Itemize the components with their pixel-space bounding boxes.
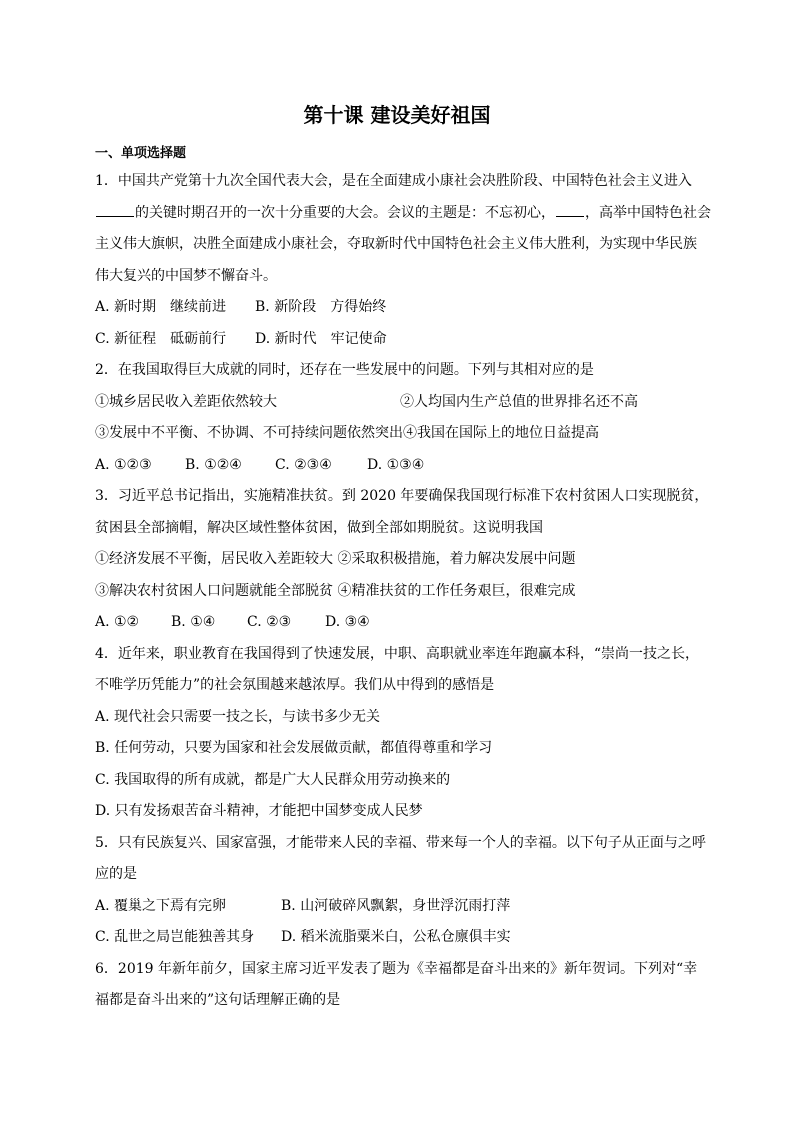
question-3-option-d: D. ③④	[325, 614, 370, 630]
question-1-line-2b: ，高举中国特色社会	[585, 204, 711, 221]
question-1	[95, 166, 711, 355]
question-2-stem: 2．在我国取得巨大成就的同时，还存在一些发展中的问题。下列与其相对应的是	[95, 362, 594, 378]
question-2-statement-1: ①城乡居民收入差距依然较大	[95, 393, 277, 410]
question-1-options-ab	[95, 292, 703, 324]
answer-blank	[556, 200, 584, 217]
page-title: 第十课 建设美好祖国	[303, 103, 491, 127]
section-heading: 一、单项选择题	[95, 146, 187, 161]
question-3-line-2: 贫困县全部摘帽，解决区域性整体贫困，做到全部如期脱贫。这说明我国	[95, 519, 543, 536]
question-3-option-b: B. ①④	[171, 614, 216, 630]
question-1-line-2	[95, 198, 711, 230]
question-1-options-cd	[95, 324, 703, 356]
question-6-line-1: 6．2019 年新年前夕，国家主席习近平发表了题为《幸福都是奋斗出来的》新年贺词。下列对“幸	[95, 960, 698, 977]
question-5	[95, 828, 706, 954]
question-5-line-2: 应的是	[95, 866, 137, 882]
question-4	[95, 639, 703, 828]
question-4-option-c: C. 我国取得的所有成就，都是广大人民群众用劳动换来的	[95, 771, 451, 788]
question-5-line-1: 5．只有民族复兴、国家富强，才能带来人民的幸福、带来每一个人的幸福。以下句子从正面与之呼	[95, 834, 706, 851]
question-3-options	[95, 607, 703, 639]
question-2-option-a: A. ①②③	[95, 456, 152, 473]
question-4-option-d: D. 只有发扬艰苦奋斗精神，才能把中国梦变成人民梦	[95, 803, 423, 819]
question-1-line-2a: 的关键时期召开的一次十分重要的大会。会议的主题是：不忘初心，	[135, 204, 555, 221]
question-4-line-1: 4．近年来，职业教育在我国得到了快速发展，中职、高职就业率连年跑赢本科，“崇尚一技之长，	[95, 645, 700, 662]
question-3-line-1: 3．习近平总书记指出，实施精准扶贫。到 2020 年要确保我国现行标准下农村贫困人口实现脱贫，	[95, 488, 709, 504]
question-3-option-a: A. ①②	[95, 614, 140, 630]
question-2-option-b: B. ①②④	[185, 456, 242, 473]
document-body	[95, 143, 711, 1017]
question-5-options-ab	[95, 891, 703, 923]
question-3-option-c: C. ②③	[247, 614, 292, 630]
question-6	[95, 954, 703, 1017]
question-5-option-b: B. 山河破碎风飘絮，身世浮沉雨打萍	[281, 897, 511, 914]
question-2-option-d: D. ①③④	[367, 456, 425, 473]
answer-blank	[96, 200, 134, 217]
question-1-option-b: B. 新阶段 方得始终	[255, 299, 387, 315]
question-5-option-a: A. 覆巢之下焉有完卵	[95, 897, 227, 914]
question-2-option-c: C. ②③④	[275, 456, 332, 473]
question-3-statements-34: ③解决农村贫困人口问题就能全部脱贫 ④精准扶贫的工作任务艰巨，很难完成	[95, 582, 576, 599]
question-2-statements-34: ③发展中不平衡、不协调、不可持续问题依然突出④我国在国际上的地位日益提高	[95, 425, 599, 441]
question-4-line-2: 不唯学历凭能力”的社会氛围越来越浓厚。我们从中得到的感悟是	[95, 677, 495, 693]
question-1-line-4: 伟大复兴的中国梦不懈奋斗。	[95, 267, 277, 284]
question-2-statements-12	[95, 387, 703, 419]
question-2	[95, 355, 703, 481]
question-5-option-c: C. 乱世之局岂能独善其身	[95, 929, 255, 945]
question-5-options-cd	[95, 922, 703, 954]
question-4-option-b: B. 任何劳动，只要为国家和社会发展做贡献，都值得尊重和学习	[95, 740, 493, 756]
question-1-line-3: 主义伟大旗帜，决胜全面建成小康社会，夺取新时代中国特色社会主义伟大胜利，为实现中华民族	[95, 236, 697, 252]
question-6-line-2: 福都是奋斗出来的”这句话理解正确的是	[95, 992, 341, 1008]
question-2-statement-2: ②人均国内生产总值的世界排名还不高	[400, 393, 638, 410]
question-3	[95, 481, 709, 639]
question-1-option-d: D. 新时代 牢记使命	[255, 330, 387, 347]
question-3-statements-12: ①经济发展不平衡，居民收入差距较大 ②采取积极措施，着力解决发展中问题	[95, 551, 576, 567]
question-1-line-1: 1．中国共产党第十九次全国代表大会，是在全面建成小康社会决胜阶段、中国特色社会主义进入	[95, 173, 692, 189]
question-2-options	[95, 450, 703, 482]
question-1-option-a: A. 新时期 继续前进	[95, 299, 227, 315]
question-4-option-a: A. 现代社会只需要一技之长，与读书多少无关	[95, 708, 381, 725]
question-5-option-d: D. 稻米流脂粟米白，公私仓廪俱丰实	[281, 929, 511, 945]
question-1-option-c: C. 新征程 砥砺前行	[95, 330, 227, 347]
